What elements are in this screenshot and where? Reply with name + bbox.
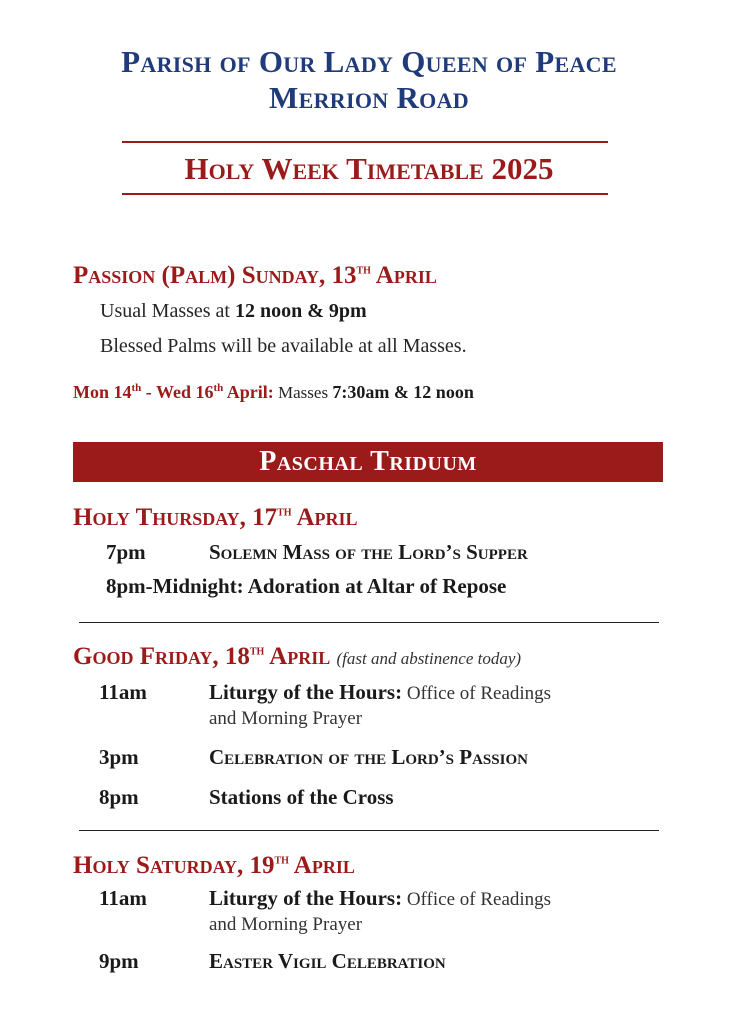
- title-rule-bottom: [122, 193, 608, 195]
- holy-saturday-time-1: 11am: [99, 886, 147, 910]
- holy-saturday-event-2: Easter Vigil Celebration: [209, 949, 446, 973]
- paschal-triduum-banner: Paschal Triduum: [73, 442, 663, 482]
- holy-saturday-time-2: 9pm: [99, 949, 139, 973]
- palm-sunday-masses: Usual Masses at 12 noon & 9pm: [100, 300, 367, 322]
- title-rule-top: [122, 141, 608, 143]
- good-friday-event-3: Stations of the Cross: [209, 785, 394, 809]
- palm-sunday-heading: Passion (Palm) Sunday, 13th April: [73, 262, 437, 289]
- parish-name: Parish of Our Lady Queen of Peace: [121, 44, 617, 79]
- good-friday-heading: Good Friday, 18th April (fast and abstinence today): [73, 643, 522, 670]
- holy-saturday-event-1-cont: and Morning Prayer: [209, 914, 363, 935]
- good-friday-event-1-cont: and Morning Prayer: [209, 708, 363, 729]
- holy-thursday-event-1: Solemn Mass of the Lord’s Supper: [209, 540, 528, 564]
- good-friday-event-1: Liturgy of the Hours: Office of Readings: [209, 680, 552, 704]
- holy-thursday-heading: Holy Thursday, 17th April: [73, 504, 358, 531]
- good-friday-time-1: 11am: [99, 680, 147, 704]
- good-friday-time-2: 3pm: [99, 745, 139, 769]
- holy-thursday-time-1: 7pm: [106, 540, 146, 564]
- good-friday-time-3: 8pm: [99, 785, 139, 809]
- section-divider-1: [79, 622, 659, 623]
- good-friday-event-2: Celebration of the Lord’s Passion: [209, 745, 528, 769]
- weekday-masses: Mon 14th - Wed 16th April: Masses 7:30am & 12 noon: [73, 382, 474, 402]
- holy-thursday-adoration: 8pm-Midnight: Adoration at Altar of Repose: [106, 574, 507, 598]
- holy-saturday-heading: Holy Saturday, 19th April: [73, 852, 355, 879]
- holy-saturday-event-1: Liturgy of the Hours: Office of Readings: [209, 886, 552, 910]
- page-title: Holy Week Timetable 2025: [184, 151, 554, 186]
- palm-sunday-palms-note: Blessed Palms will be available at all Masses.: [100, 335, 467, 357]
- good-friday-note: (fast and abstinence today): [336, 649, 522, 668]
- parish-road: Merrion Road: [269, 80, 469, 115]
- section-divider-2: [79, 830, 659, 831]
